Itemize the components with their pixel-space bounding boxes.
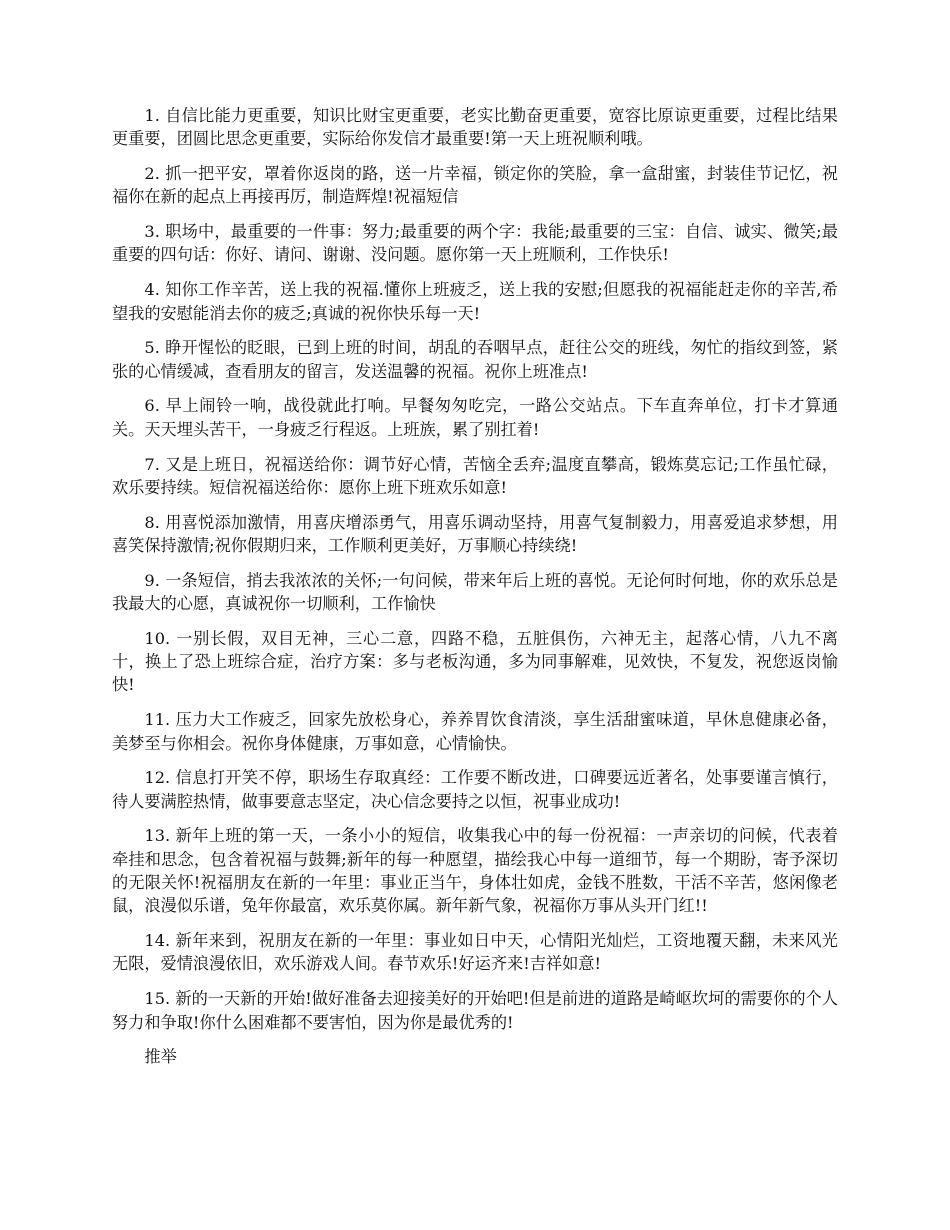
paragraph-14: 14. 新年来到，祝朋友在新的一年里：事业如日中天，心情阳光灿烂，工资地覆天翻，未来风光无限，爱情浪漫依旧，欢乐游戏人间。春节欢乐!好运齐来!吉祥如意!: [112, 931, 838, 974]
paragraph-8: 8. 用喜悦添加激情，用喜庆增添勇气，用喜乐调动坚持，用喜气复制毅力，用喜爱追求梦想，用喜笑保持激情;祝你假期归来，工作顺利更美好，万事顺心持续绕!: [112, 512, 838, 555]
paragraph-5: 5. 睁开惺忪的眨眼，已到上班的时间，胡乱的吞咽早点，赶往公交的班线，匆忙的指纹到签，紧张的心情缓减，查看朋友的留言，发送温馨的祝福。祝你上班准点!: [112, 338, 838, 381]
paragraph-9: 9. 一条短信，捎去我浓浓的关怀;一句问候，带来年后上班的喜悦。无论何时何地，你的欢乐总是我最大的心愿，真诚祝你一切顺利，工作愉快: [112, 570, 838, 614]
paragraph-13: 13. 新年上班的第一天，一条小小的短信，收集我心中的每一份祝福：一声亲切的问候，代表着牵挂和思念，包含着祝福与鼓舞;新年的每一种愿望，描绘我心中每一道细节，每一个期盼，寄予深切的无限关怀!祝福朋友在新的一年里：事业正当午，身体壮如虎，金钱不胜数，干活不辛苦，悠闲像老鼠，浪漫似乐谱，兔年你最富，欢乐莫你属。新年新气象，祝福你万事从头开门红!!: [112, 826, 838, 916]
paragraph-4: 4. 知你工作辛苦，送上我的祝福.懂你上班疲乏，送上我的安慰;但愿我的祝福能赶走你的辛苦,希望我的安慰能消去你的疲乏;真诚的祝你快乐每一天!: [112, 280, 838, 323]
document-body: [112, 104, 838, 1069]
paragraph-11: 11. 压力大工作疲乏，回家先放松身心，养养胃饮食清淡，享生活甜蜜味道，早休息健康必备，美梦至与你相会。祝你身体健康，万事如意，心情愉快。: [112, 710, 838, 753]
paragraph-1: 1. 自信比能力更重要，知识比财宝更重要，老实比勤奋更重要，宽容比原谅更重要，过程比结果更重要，团圆比思念更重要，实际给你发信才最重要!第一天上班祝顺利哦。: [112, 106, 838, 149]
paragraph-15: 15. 新的一天新的开始!做好准备去迎接美好的开始吧!但是前进的道路是崎岖坎坷的需要你的个人努力和争取!你什么困难都不要害怕，因为你是最优秀的!: [112, 989, 838, 1032]
paragraph-12: 12. 信息打开笑不停，职场生存取真经：工作要不断改进，口碑要远近著名，处事要谨言慎行，待人要满腔热情，做事要意志坚定，决心信念要持之以恒，祝事业成功!: [112, 768, 838, 811]
paragraph-7: 7. 又是上班日，祝福送给你：调节好心情，苦恼全丢弃;温度直攀高，锻炼莫忘记;工作虽忙碌，欢乐要持续。短信祝福送给你：愿你上班下班欢乐如意!: [112, 454, 838, 497]
closing-text: 推举: [144, 1047, 177, 1067]
paragraph-3: 3. 职场中，最重要的一件事：努力;最重要的两个字：我能;最重要的三宝：自信、诚实、微笑;最重要的四句话：你好、请问、谢谢、没问题。愿你第一天上班顺利，工作快乐!: [112, 222, 838, 265]
paragraph-6: 6. 早上闹铃一响，战役就此打响。早餐匆匆吃完，一路公交站点。下车直奔单位，打卡才算通关。天天埋头苦干，一身疲乏行程返。上班族，累了别扛着!: [112, 396, 838, 439]
paragraph-10: 10. 一别长假，双目无神，三心二意，四路不稳，五脏俱伤，六神无主，起落心情，八九不离十，换上了恐上班综合症，治疗方案：多与老板沟通，多为同事解难，见效快，不复发，祝您返岗愉快!: [112, 628, 838, 695]
paragraph-2: 2. 抓一把平安，罩着你返岗的路，送一片幸福，锁定你的笑脸，拿一盒甜蜜，封装佳节记忆，祝福你在新的起点上再接再厉，制造辉煌!祝福短信: [112, 164, 838, 207]
